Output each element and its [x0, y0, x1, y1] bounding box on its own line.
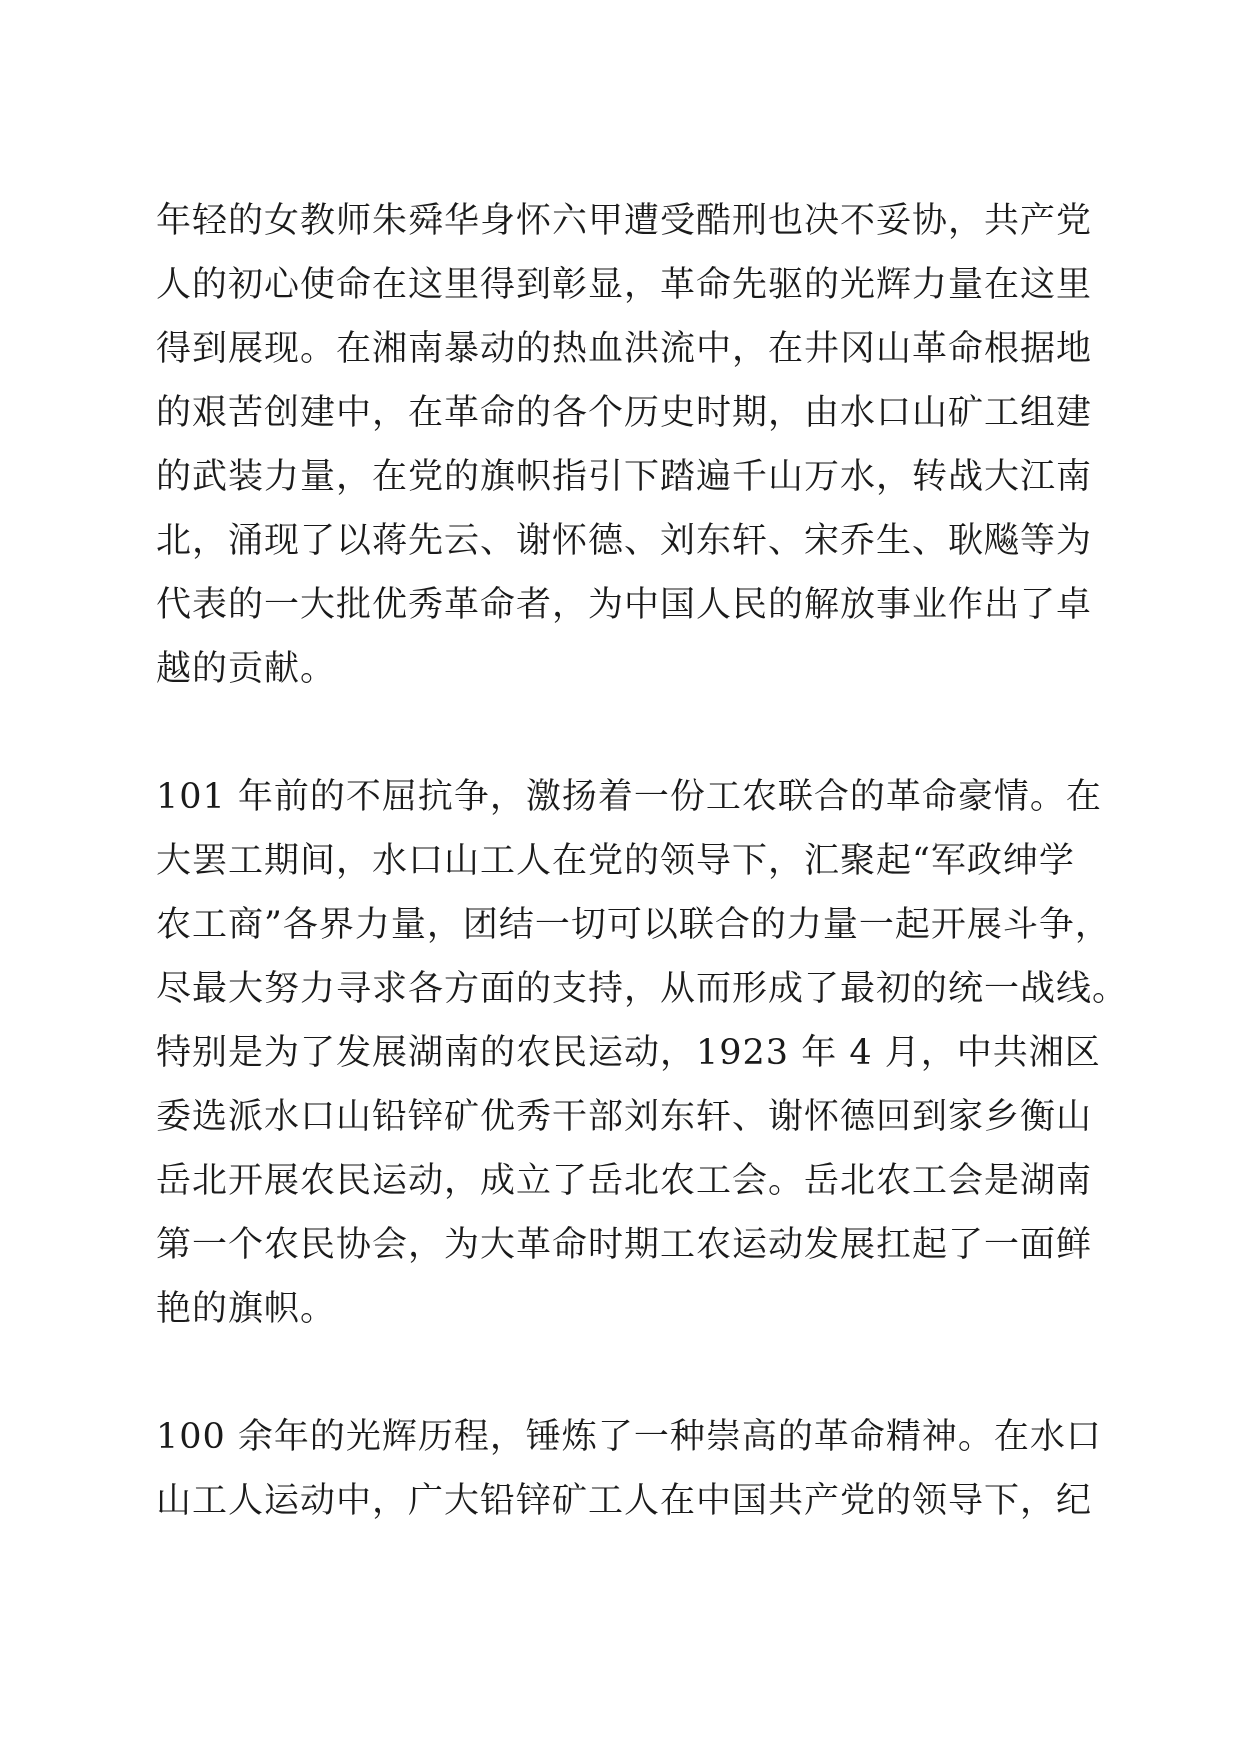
paragraph-spacer [156, 1341, 1080, 1405]
document-body [156, 189, 1129, 1533]
text-line: 委选派水口山铅锌矿优秀干部刘东轩、谢怀德回到家乡衡山 [156, 1097, 1093, 1137]
paragraph-spacer [156, 701, 1080, 765]
text-line: 艳的旗帜。 [156, 1289, 337, 1329]
text-line: 得到展现。在湘南暴动的热血洪流中，在井冈山革命根据地 [156, 329, 1093, 369]
text-line: 的武装力量，在党的旗帜指引下踏遍千山万水，转战大江南 [156, 457, 1093, 497]
text-line: 北，涌现了以蒋先云、谢怀德、刘东轩、宋乔生、耿飚等为 [156, 521, 1093, 561]
text-line: 山工人运动中，广大铅锌矿工人在中国共产党的领导下，纪 [156, 1481, 1093, 1521]
text-line: 尽最大努力寻求各方面的支持，从而形成了最初的统一战线。 [156, 969, 1129, 1009]
text-line: 代表的一大批优秀革命者，为中国人民的解放事业作出了卓 [156, 585, 1093, 625]
text-line: 越的贡献。 [156, 649, 337, 689]
paragraph-3 [156, 1405, 1102, 1533]
text-line: 人的初心使命在这里得到彰显，革命先驱的光辉力量在这里 [156, 265, 1093, 305]
text-line: 第一个农民协会，为大革命时期工农运动发展扛起了一面鲜 [156, 1225, 1093, 1265]
text-line: 年轻的女教师朱舜华身怀六甲遭受酷刑也决不妥协，共产党 [156, 201, 1093, 241]
text-line: 101 年前的不屈抗争，激扬着一份工农联合的革命豪情。在 [156, 777, 1102, 817]
text-line: 的艰苦创建中，在革命的各个历史时期，由水口山矿工组建 [156, 393, 1093, 433]
text-line: 特别是为了发展湖南的农民运动，1923 年 4 月，中共湘区 [156, 1033, 1101, 1073]
paragraph-2 [156, 765, 1129, 1341]
text-line: 100 余年的光辉历程，锤炼了一种崇高的革命精神。在水口 [156, 1417, 1102, 1457]
paragraph-1 [156, 189, 1093, 701]
text-line: 岳北开展农民运动，成立了岳北农工会。岳北农工会是湖南 [156, 1161, 1093, 1201]
text-line: 大罢工期间，水口山工人在党的领导下，汇聚起“军政绅学 [156, 841, 1075, 881]
text-line: 农工商”各界力量，团结一切可以联合的力量一起开展斗争， [156, 905, 1111, 945]
